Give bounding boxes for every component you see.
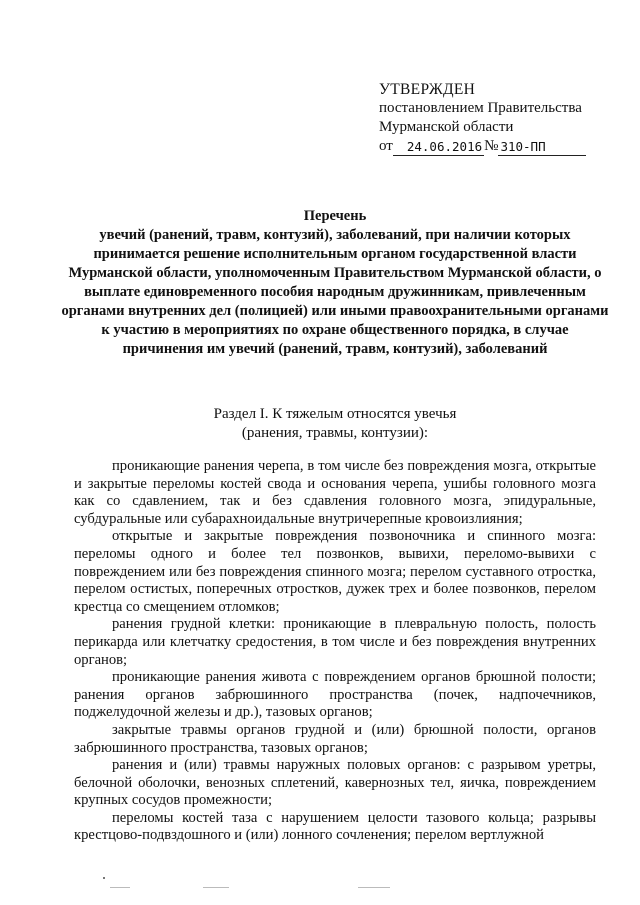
approval-line-2: Мурманской области [379,119,514,135]
scan-mark [358,887,390,888]
paragraph: ранения грудной клетки: проникающие в плевральную полость, полость перикарда или клетчатку средостения, в том числе и без повреждения внутренних органов; [74,616,596,668]
paragraph: проникающие ранения черепа, в том числе без повреждения мозга, открытые и закрытые переломы костей свода и основания черепа, ушибы головного мозга как со сдавлением, так и без сдавления головного мозга, эпидуральные, субдуральные или субарахноидальные внутричерепные кровоизлияния; [74,458,596,527]
scan-footer-marks [0,873,640,893]
document-heading [60,207,610,359]
approval-date-row [379,137,609,156]
approval-date: 24.06.2016 [393,139,484,156]
scan-mark [203,887,229,888]
heading-body: увечий (ранений, травм, контузий), заболеваний, при наличии которых принимается решение исполнительным органом государственной власти Мурманской области, уполномоченным Правительством Мурманской области, о выплате единовременного пособия народным дружинникам, привлеченным органами внутренних дел (полицией) или иными правоохранительными органами к участию в мероприятиях по охране общественного порядка, в случае причинения им увечий (ранений, травм, контузий), заболеваний [61,227,609,357]
paragraph: переломы костей таза с нарушением целости тазового кольца; разрывы крестцово-подвздошного и (или) лонного сочленения; перелом вертлужной [74,809,596,844]
approval-number: 310-ПП [498,139,585,156]
approval-from-label: от [379,138,393,154]
paragraph: закрытые травмы органов грудной и (или) брюшной полости, органов забрюшинного пространства, тазовых органов; [74,721,596,756]
scan-dot [103,877,105,879]
approval-line-1: постановлением Правительства [379,100,582,116]
paragraph: открытые и закрытые повреждения позвоночника и спинного мозга: переломы одного и более тел позвонков, вывихи, переломо-вывихи с повреждением или без повреждения спинного мозга; перелом суставного отростка, перелом остистых, поперечных отростков, дужек трех и более позвонков, перелом крестца со смещением отломков; [74,528,596,615]
section-title-line-1: Раздел I. К тяжелым относятся увечья [213,406,457,422]
section-title [60,405,610,443]
approval-title: УТВЕРЖДЕН [379,81,476,98]
heading-title: Перечень [303,208,367,224]
paragraph: проникающие ранения живота с повреждением органов брюшной полости; ранения органов забрюшинного пространства (почек, надпочечников, поджелудочной железы и др.), тазовых органов; [74,669,596,721]
approval-number-sign: № [484,138,499,154]
paragraph: ранения и (или) травмы наружных половых органов: с разрывом уретры, белочной оболочки, венозных сплетений, кавернозных тел, яичка, повреждением крупных сосудов промежности; [74,757,596,809]
body-text [74,458,596,845]
approval-stamp [379,80,609,156]
scan-mark [110,887,130,888]
section-title-line-2: (ранения, травмы, контузии): [241,425,429,441]
